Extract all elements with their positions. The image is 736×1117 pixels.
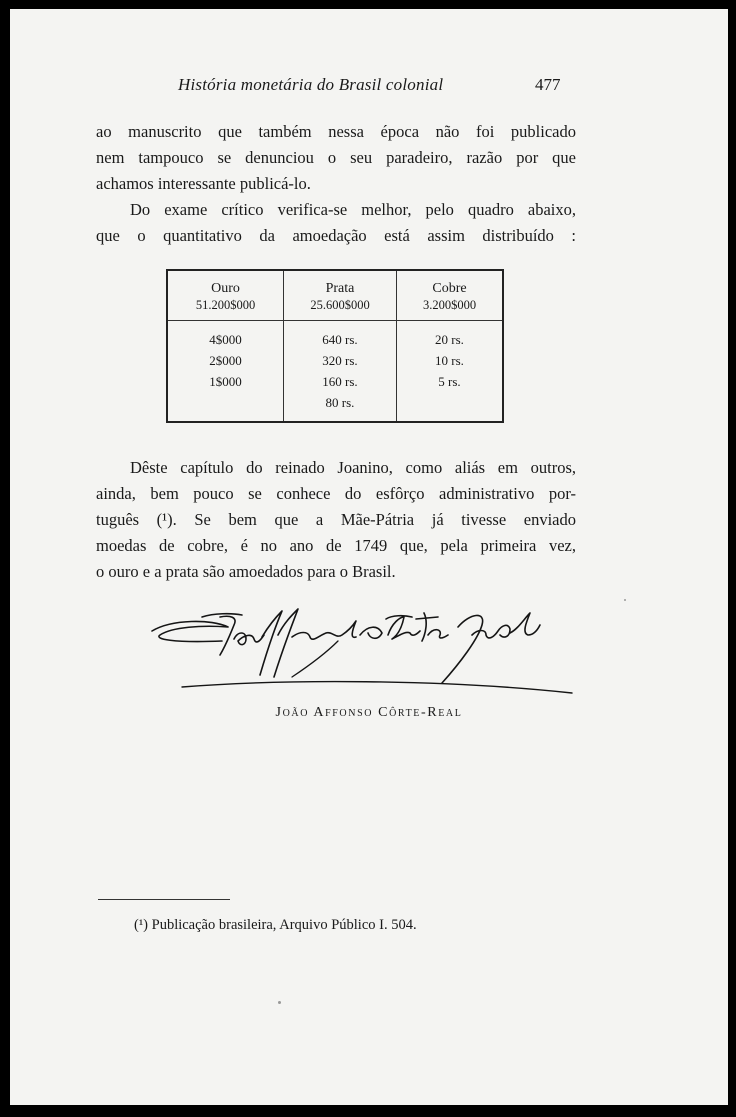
text-line: que o quantitativo da amoedação está assim distribuído : [96,226,576,245]
column-header: Cobre [432,281,467,296]
text-line: ainda, bem pouco se conhece do esfôrço administrativo por- [96,484,576,503]
column-total: 25.600$000 [310,298,370,312]
paragraph-3 [96,455,576,585]
table-cell: 4$000 [209,332,242,347]
table-cell: 320 rs. [322,353,358,368]
table-column-copper [397,271,502,392]
column-header: Ouro [211,281,240,296]
footnote-rule [98,899,230,900]
text-line: Dêste capítulo do reinado Joanino, como aliás em outros, [130,458,576,477]
text-line: Do exame crítico verifica-se melhor, pelo quadro abaixo, [130,200,576,219]
book-page [10,9,728,1105]
table-cell: 10 rs. [435,353,464,368]
table-cell: 20 rs. [435,332,464,347]
text-line: tuguês (¹). Se bem que a Mãe-Pátria já tivesse enviado [96,510,576,529]
paragraph-2 [96,197,576,249]
running-header [10,75,728,101]
running-title: História monetária do Brasil colonial [178,75,444,94]
table-cell: 5 rs. [438,374,461,389]
table-cell: 2$000 [209,353,242,368]
table-cell: 80 rs. [325,395,355,410]
table-cell: 1$000 [209,374,242,389]
table-column-silver [284,271,396,413]
text-line: achamos interessante publicá-lo. [96,174,311,193]
text-line: ao manuscrito que também nessa época não foi publicado [96,122,576,141]
paper-speck [624,599,626,601]
footnote: (¹) Publicação brasileira, Arquivo Público I. 504. [134,917,417,933]
text-line: o ouro e a prata são amoedados para o Brasil. [96,562,396,581]
page-number: 477 [535,75,561,94]
author-name: João Affonso Côrte-Real [275,705,463,720]
table-column-gold [168,271,283,392]
paper-speck [278,1001,281,1004]
text-line: moedas de cobre, é no ano de 1749 que, pela primeira vez, [96,536,576,555]
column-total: 3.200$000 [422,298,477,312]
coinage-table [166,269,504,423]
column-total: 51.200$000 [195,298,256,312]
paragraph-1 [96,119,576,197]
table-cell: 640 rs. [322,332,358,347]
table-cell: 160 rs. [322,374,358,389]
text-line: nem tampouco se denunciou o seu paradeiro, razão por que [96,148,576,167]
handwritten-signature [142,605,582,695]
column-header: Prata [325,281,355,296]
